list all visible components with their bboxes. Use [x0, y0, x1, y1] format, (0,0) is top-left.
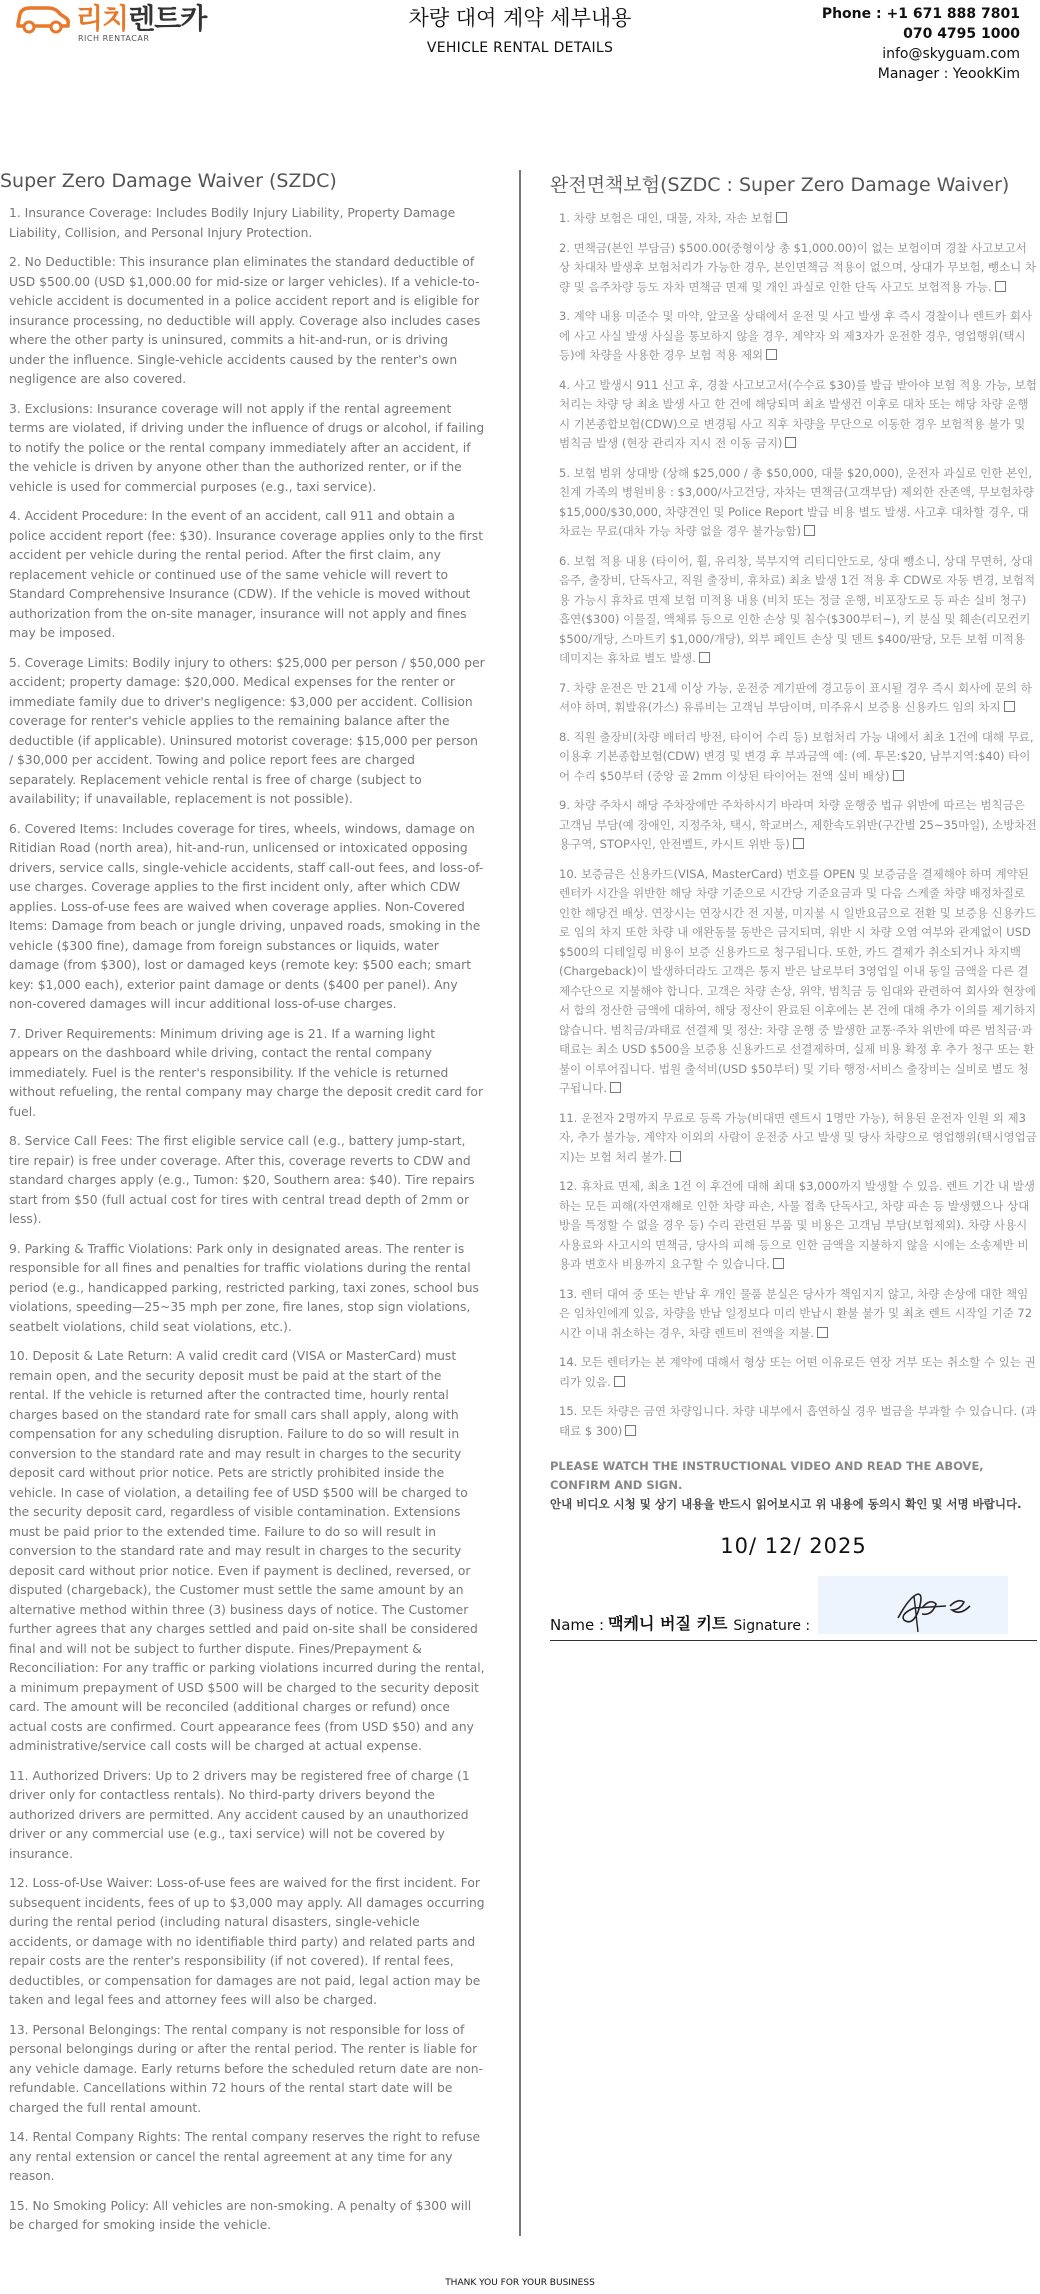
agree-checkbox[interactable]: [793, 838, 804, 849]
korean-term-15: [550, 1402, 1037, 1441]
korean-term-9: [550, 796, 1037, 855]
agree-checkbox[interactable]: [766, 349, 777, 360]
signature-box[interactable]: [818, 1576, 1008, 1634]
english-term-9: 9. Parking & Traffic Violations: Park only in designated areas. The renter is responsible for all fines and penalties for traffic violations during the rental period (e.g., handicapped parking, restricted parking, taxi zones, school bus violations, speeding—25~35 mph per zone, fire lanes, stop sign violations, seatbelt violations, child seat violations, etc.).: [9, 1241, 479, 1334]
agree-checkbox[interactable]: [1004, 701, 1015, 712]
notice-english: PLEASE WATCH THE INSTRUCTIONAL VIDEO AND READ THE ABOVE, CONFIRM AND SIGN.: [550, 1459, 984, 1492]
notice-korean: 안내 비디오 시청 및 상기 내용을 반드시 읽어보시고 위 내용에 동의시 확인 및 서명 바랍니다.: [550, 1497, 1022, 1511]
agree-checkbox[interactable]: [670, 1151, 681, 1162]
korean-term-4: [550, 376, 1037, 454]
english-term-4: 4. Accident Procedure: In the event of an accident, call 911 and obtain a police accident report (fee: $30). Insurance coverage applies only to the first accident per vehicle during the rental period. After the first claim, any replacement vehicle or continued use of the same vehicle will revert to Standard Comprehensive Insurance (CDW). If the vehicle is moved without authorization from the on-site manager, insurance will not apply and fines may be imposed.: [9, 509, 484, 640]
korean-term-text: 5. 보험 범위 상대방 (상해 $25,000 / 총 $50,000, 대물 $20,000), 운전자 과실로 인한 본인, 친계 가족의 병원비용 : $3,000/사고건당, 자차는 면책금(고객부담) 제외한 잔존액, 무보험차량 $15,000/$30,000, 차량견인 및 Police Report 발급 비용 별도 발생. 사고후 대차할 경우, 대차료는 무료(대차 가능 차량 없을 경우 불가능함): [559, 465, 1034, 538]
korean-term-text: 15. 모든 차량은 금연 차량입니다. 차량 내부에서 흡연하실 경우 벌금을 부과할 수 있습니다. (과태료 $ 300): [559, 1404, 1037, 1438]
english-term-3: 3. Exclusions: Insurance coverage will not apply if the rental agreement terms are violated, if driving under the influence of drugs or alcohol, if failing to notify the police or the rental company immediately after an accident, if the vehicle is driven by anyone other than the authorized renter, or if the vehicle is used for commercial purposes (e.g., taxi service).: [9, 401, 485, 494]
agree-checkbox[interactable]: [610, 1082, 621, 1093]
phone-1: +1 671 888 7801: [886, 6, 1020, 22]
signature-row: [550, 1572, 1037, 1641]
korean-term-6: [550, 552, 1037, 669]
english-term-6: 6. Covered Items: Includes coverage for tires, wheels, windows, damage on Ritidian Road (north area), hit-and-run, unlicensed or intoxicated opposing drivers, service calls, single-vehicle accidents, staff call-out fees, and loss-of-use charges. Coverage applies to the first incident only, after which CDW applies. Loss-of-use fees are waived when coverage applies. Non-Covered Items: Damage from beach or jungle driving, unpaved roads, smoking in the vehicle ($300 fine), damage from foreign substances or liquids, water damage (from $300), lost or damaged keys (remote key: $500 each; smart key: $1,000 each), exterior paint damage or dents ($400 per panel). Any non-covered damages will incur additional loss-of-use charges.: [9, 821, 484, 1011]
agree-checkbox[interactable]: [614, 1376, 625, 1387]
phone-2: 070 4795 1000: [903, 26, 1020, 42]
korean-term-12: [550, 1177, 1037, 1275]
logo-subtitle: RICH RENTACAR: [78, 34, 150, 43]
agree-checkbox[interactable]: [776, 212, 787, 223]
korean-term-text: 14. 모든 렌터카는 본 계약에 대해서 형상 또는 어떤 이유로든 연장 거부 또는 취소할 수 있는 권리가 있음.: [559, 1355, 1036, 1389]
logo-secondary: 렌트카: [128, 2, 207, 35]
korean-term-7: [550, 679, 1037, 718]
english-term-14: 14. Rental Company Rights: The rental company reserves the right to refuse any rental extension or cancel the rental agreement at any time for any reason.: [9, 2130, 481, 2183]
english-term-12: 12. Loss-of-Use Waiver: Loss-of-use fees are waived for the first incident. For subsequent incidents, fees of up to $3,000 may apply. All damages occurring during the rental period (including natural disasters, single-vehicle accidents, or damage with no identifiable third party) and related parts and repair costs are the renter's responsibility (if not covered). If rental fees, deductibles, or compensation for damages are not paid, legal action may be taken and legal fees and attorney fees will also be charged.: [9, 1876, 485, 2007]
agree-checkbox[interactable]: [995, 281, 1006, 292]
english-term-1: 1. Insurance Coverage: Includes Bodily Injury Liability, Property Damage Liability, Collision, and Personal Injury Protection.: [9, 206, 456, 240]
korean-term-1: [550, 209, 1037, 229]
korean-terms-heading: 완전면책보험(SZDC : Super Zero Damage Waiver): [550, 174, 1010, 196]
agree-checkbox[interactable]: [785, 437, 796, 448]
korean-term-text: 11. 운전자 2명까지 무료로 등록 가능(비대면 렌트시 1명만 가능), 허용된 운전자 인원 외 제3자, 추가 불가능, 계약자 이외의 사람이 운전중 사고 발생 및 당사 차량으로 영업행위(택시영업금지)는 보험 처리 불가.: [559, 1110, 1037, 1164]
korean-term-3: [550, 307, 1037, 366]
english-terms-column: [0, 170, 485, 2246]
korean-term-2: [550, 239, 1037, 298]
name-value: 맥케니 버질 키트: [608, 1614, 728, 1633]
korean-term-text: 8. 직원 출장비(차량 배터리 방전, 타이어 수리 등) 보험처리 가능 내에서 최초 1건에 대해 무료, 이용후 기본종합보험(CDW) 변경 및 변경 후 부과금액 예: (예. 투몬:$20, 남부지역:$40) 타이어 수리 $50부터 (중앙 골 2mm 이상된 타이어는 전액 실비 배상): [559, 729, 1034, 783]
korean-terms-column: [550, 170, 1037, 1641]
korean-term-text: 13. 렌터 대여 중 또는 반납 후 개인 물품 분실은 당사가 책임지지 않고, 차량 손상에 대한 책임은 임차인에게 있음, 차량을 반납 일정보다 미리 반납시 환불 불가 및 최초 렌트 시작일 기준 72시간 이내 취소하는 경우, 차량 렌트비 전액을 지불.: [559, 1286, 1033, 1340]
korean-term-text: 4. 사고 발생시 911 신고 후, 경찰 사고보고서(수수료 $30)를 발급 받아야 보험 적용 가능, 보험처리는 차량 당 최초 발생 사고 한 건에 해당되며 최초 발생건 이후로 대차 또는 해당 차량 운행시 기본종합보험(CDW)으로 변경됨 사고 직후 차량을 무단으로 이동한 경우 보험적용 불가 및 범칙금 발생 (현장 관리자 지시 전 이동 금지): [559, 377, 1037, 450]
english-term-5: 5. Coverage Limits: Bodily injury to others: $25,000 per person / $50,000 per accident; property damage: $20,000. Medical expenses for the renter or immediate family due to driver's negligence: $3,000 per accident. Collision coverage for renter's vehicle applies to the remaining balance after the deductible (if applicable). Uninsured motorist coverage: $15,000 per person / $30,000 per accident. Towing and police report fees are charged separately. Replacement vehicle rental is free of charge (subject to availability; if unavailable, replacement is not possible).: [9, 655, 485, 806]
english-term-2: 2. No Deductible: This insurance plan eliminates the standard deductible of USD $500.00 (USD $1,000.00 for mid-size or larger vehicles). If a vehicle-to-vehicle accident is documented in a police accident report and is eligible for insurance processing, no deductible will apply. Coverage also includes cases where the other party is uninsured, commits a hit-and-run, or is driving under the influence. Single-vehicle accidents caused by the renter's own negligence are also covered.: [9, 255, 481, 386]
korean-term-11: [550, 1109, 1037, 1168]
korean-term-text: 12. 휴차료 면제, 최초 1건 이 후건에 대해 최대 $3,000까지 발생할 수 있음. 렌트 기간 내 발생하는 모든 피해(자연재해로 인한 차량 파손, 사물 접촉 단독사고, 차량 파손 등 발생했으나 상대방을 특정할 수 없을 경우 등) 수리 관련된 부품 및 비용은 고객님 부담(보험제외). 차량 사용시 사용료와 사고시의 면책금, 당사의 피해 등으로 인한 금액을 지불하지 않을 시에는 소송제반 비용과 변호사 비용까지 요구할 수 있습니다.: [559, 1179, 1036, 1271]
korean-term-text: 1. 차량 보험은 대인, 대물, 자차, 자손 보험: [559, 211, 774, 225]
column-divider: [519, 170, 521, 2236]
korean-term-10: [550, 865, 1037, 1099]
korean-term-text: 9. 차량 주차시 해당 주차장에만 주차하시기 바라며 차량 운행중 법규 위반에 따르는 범칙금은 고객님 부담(예 장애인, 지정주차, 택시, 학교버스, 제한속도위반(구간별 25~35마일), 소방차전용구역, STOP사인, 안전벨트, 카시트 위반 등): [559, 798, 1037, 851]
english-terms-heading: Super Zero Damage Waiver (SZDC): [0, 170, 337, 192]
english-term-10: 10. Deposit & Late Return: A valid credit card (VISA or MasterCard) must remain open, and the security deposit must be paid at the start of the rental. If the vehicle is returned after the contracted time, hourly rental charges based on the standard rate for small cars shall apply, along with compensation for any scheduling disruption. Failure to do so will result in conversion to the standard rate and may result in charges to the security deposit card without prior notice. Pets are strictly prohibited inside the vehicle. In case of violation, a detailing fee of USD $500 will be charged to the security deposit card, regardless of visible contamination. Extensions must be paid prior to the extended time. Failure to do so will result in conversion to the standard rate and may result in charges to the security deposit card without prior notice. Even if payment is declined, reversed, or disputed (chargeback), the Customer must settle the same amount by an alternative method within three (3) business days of notice. The Customer further agrees that any charges settled and paid on-site shall be considered final and will not be subject to further dispute. Fines/Prepayment & Reconciliation: For any traffic or parking violations incurred during the rental, a minimum prepayment of USD $500 will be charged to the security deposit card. The amount will be reconciled (additional charges or refund) once actual costs are confirmed. Court appearance fees (from USD $50) and any administrative/service call costs will be charged at actual expense.: [9, 1349, 485, 1753]
korean-term-14: [550, 1353, 1037, 1392]
email: info@skyguam.com: [882, 46, 1020, 62]
korean-term-text: 10. 보증금은 신용카드(VISA, MasterCard) 번호를 OPEN 및 보증금을 결제해야 하며 계약된 렌터카 시간을 위반한 해당 차량 기준으로 시간당 기준요금과 및 다음 스케줄 차량 배정차질로 인한 해당건 배상. 연장시는 연장시간 전 지불, 미지불 시 일반요금으로 전환 및 보증용 신용카드로 임의 차지 또한 차량 내 애완동물 동반은 금지되며, 위반 시 차량 오염 여부와 관계없이 USD $500의 디테일링 비용이 보증 신용카드로 청구됩니다. 또한, 카드 결제가 취소되거나 차지백(Chargeback)이 발생하더라도 고객은 통지 받은 날로부터 3영업일 이내 동일 금액을 다른 결제수단으로 지불해야 합니다. 고객은 차량 손상, 위약, 범칙금 등 임대와 관련하여 회사와 현장에서 합의 정산한 금액에 대하여, 해당 정산이 완료된 이후에는 본 건에 대해 추가 이의를 제기하지 않습니다. 범칙금/과태료 선결제 및 정산: 차량 운행 중 발생한 교통·주차 위반에 따른 범칙금·과태료는 최소 USD $500을 보증용 신용카드로 선결제하며, 실제 비용 확정 후 추가 청구 또는 환불이 이루어집니다. 법원 출석비(USD $50부터) 및 기타 행정·서비스 출장비는 실비로 별도 청구됩니다.: [559, 866, 1036, 1095]
signature-drawing: [818, 1576, 1008, 1634]
korean-term-13: [550, 1285, 1037, 1344]
korean-term-5: [550, 464, 1037, 542]
korean-term-text: 3. 계약 내용 미준수 및 마약, 알코올 상태에서 운전 및 사고 발생 후 즉시 경찰이나 렌트카 회사에 사고 사실 발생 사실을 통보하지 않을 경우, 계약자 외 제3자가 운전한 경우, 영업행위(택시 등)에 차량을 사용한 경우 보험 적용 제외: [559, 309, 1033, 362]
contact-info: [822, 4, 1020, 84]
english-term-15: 15. No Smoking Policy: All vehicles are non-smoking. A penalty of $300 will be charged for smoking inside the vehicle.: [9, 2198, 472, 2232]
instruction-notice: [550, 1457, 1037, 1514]
title-english: VEHICLE RENTAL DETAILS: [426, 40, 614, 56]
english-term-7: 7. Driver Requirements: Minimum driving age is 21. If a warning light appears on the dashboard while driving, contact the rental company immediately. Fuel is the renter's responsibility. If the vehicle is returned without refueling, the rental company may charge the deposit credit card for fuel.: [9, 1026, 484, 1119]
manager: Manager : YeookKim: [877, 66, 1020, 82]
phone-label: Phone :: [821, 6, 882, 22]
signed-date: 10/ 12/ 2025: [720, 1534, 867, 1558]
signature-label: Signature :: [733, 1618, 811, 1634]
title-korean: 차량 대여 계약 세부내용: [408, 6, 632, 30]
agree-checkbox[interactable]: [625, 1425, 636, 1436]
agree-checkbox[interactable]: [773, 1258, 784, 1269]
korean-term-text: 6. 보험 적용 내용 (타이어, 휠, 유리창, 북부지역 리티디안도로, 상대 뺑소니, 상대 무면허, 상대 음주, 출장비, 단독사고, 직원 출장비, 휴차료) 최초 발생 1건 적용 후 CDW로 자동 변경, 보험적용 가능시 휴차료 면제 보험 미적용 내용 (비치 또는 정글 운행, 비포장도로 등 파손 실비 청구) 흡연($300) 이물질, 액체류 등으로 인한 손상 및 침수($300부터~), 키 분실 및 훼손(리모컨키 $500/개당, 스마트키 $1,000/개당), 외부 페인트 손상 및 덴트 $400/판당, 모든 보험 미적용 데미지는 휴차료 별도 발생.: [559, 553, 1036, 665]
footer-thanks: THANK YOU FOR YOUR BUSINESS: [445, 2278, 595, 2288]
agree-checkbox[interactable]: [817, 1327, 828, 1338]
korean-term-text: 7. 차량 운전은 만 21세 이상 가능, 운전중 계기판에 경고등이 표시될 경우 즉시 회사에 문의 하셔야 하며, 휘발유(가스) 유류비는 고객님 부담이며, 미주유시 보증용 신용카드 임의 차지: [559, 680, 1032, 714]
english-term-8: 8. Service Call Fees: The first eligible service call (e.g., battery jump-start, tire repair) is free under coverage. After this, coverage reverts to CDW and standard charges apply (e.g., Tumon: $20, Southern area: $40). Tire repairs start from $50 (full actual cost for tires with central tread depth of 2mm or less).: [9, 1134, 475, 1226]
name-label: Name :: [550, 1616, 605, 1634]
logo-primary: 리치: [76, 2, 129, 35]
korean-term-8: [550, 728, 1037, 787]
document-header: [0, 0, 1040, 110]
agree-checkbox[interactable]: [893, 770, 904, 781]
agree-checkbox[interactable]: [699, 652, 710, 663]
english-term-13: 13. Personal Belongings: The rental company is not responsible for loss of personal belongings during or after the rental period. The renter is liable for any vehicle damage. Early returns before the scheduled return date are non-refundable. Cancellations within 72 hours of the rental start date will be charged the full rental amount.: [9, 2022, 484, 2115]
korean-term-text: 2. 면책금(본인 부담금) $500.00(중형이상 총 $1,000.00)이 없는 보험이며 경찰 사고보고서 상 차대차 발생후 보험처리가 가능한 경우, 본인면책금 적용이 없으며, 상대가 무보험, 뺑소니 차량 및 음주차량 등도 자차 면책금 면제 및 개인 과실로 인한 단독 사고도 보험적용 가능.: [559, 240, 1036, 294]
english-term-11: 11. Authorized Drivers: Up to 2 drivers may be registered free of charge (1 driver only for contactless rentals). No third-party drivers beyond the authorized drivers are permitted. Any accident caused by an unauthorized driver or any commercial use (e.g., taxi service) will not be covered by insurance.: [9, 1768, 470, 1861]
agree-checkbox[interactable]: [804, 525, 815, 536]
